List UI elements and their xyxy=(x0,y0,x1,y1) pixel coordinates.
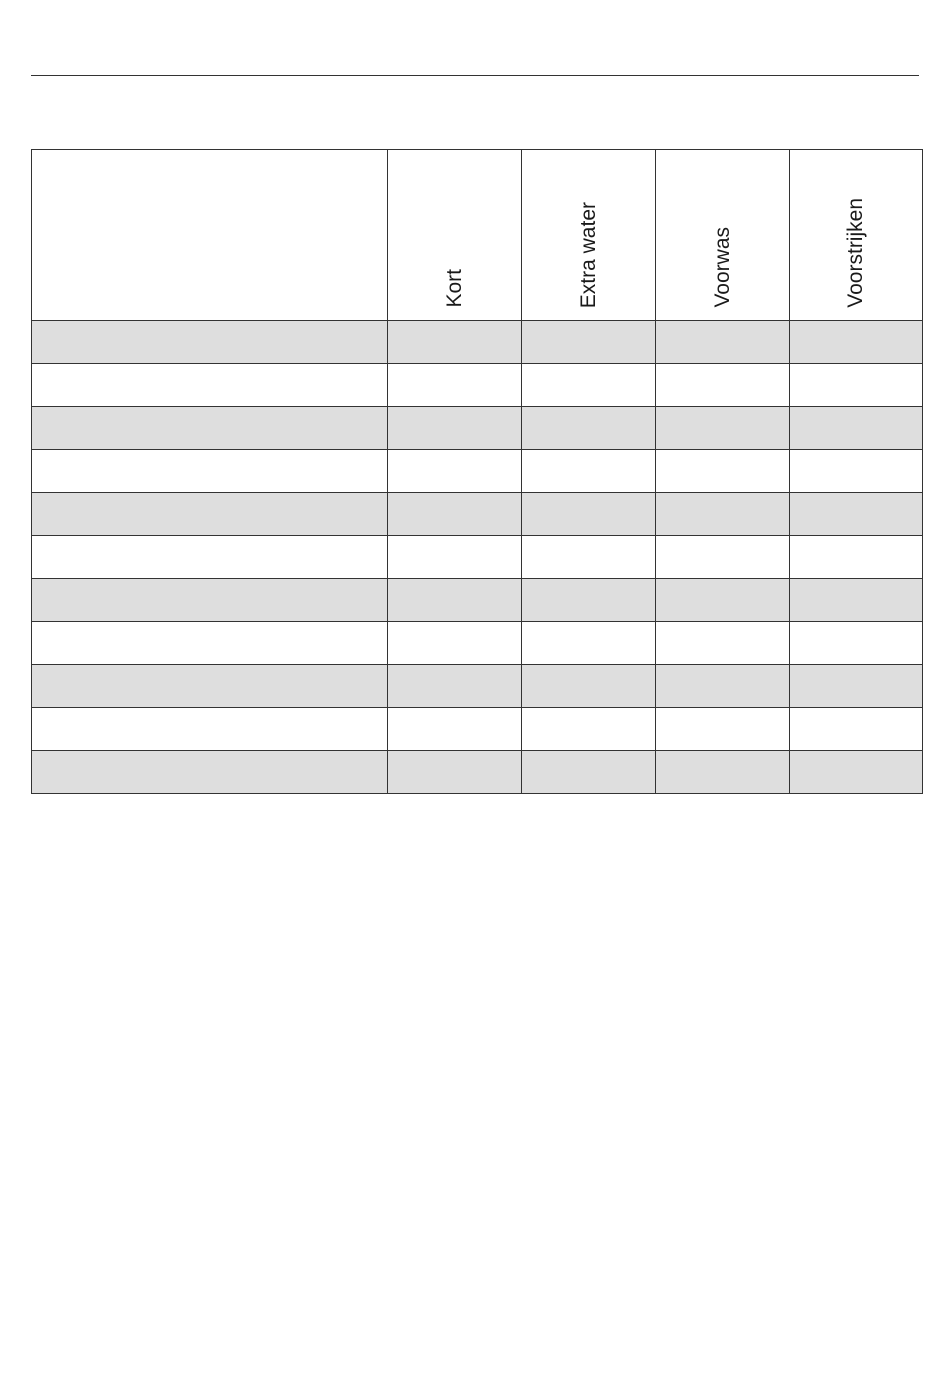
option-cell xyxy=(388,364,522,407)
table-row xyxy=(32,407,923,450)
option-cell xyxy=(388,622,522,665)
option-cell xyxy=(522,622,656,665)
header-program-cell xyxy=(32,150,388,321)
option-cell xyxy=(790,321,923,364)
option-cell xyxy=(388,450,522,493)
header-rule xyxy=(31,75,919,76)
option-cell xyxy=(656,751,790,794)
option-cell xyxy=(656,364,790,407)
table-row xyxy=(32,622,923,665)
option-cell xyxy=(656,708,790,751)
header-label-voorstrijken: Voorstrijken xyxy=(844,198,867,308)
option-cell xyxy=(522,407,656,450)
table-row xyxy=(32,751,923,794)
option-cell xyxy=(522,321,656,364)
option-cell xyxy=(388,665,522,708)
option-cell xyxy=(790,450,923,493)
header-label-extra-water: Extra water xyxy=(576,201,600,308)
program-cell xyxy=(32,708,388,751)
header-label-kort: Kort xyxy=(442,269,466,308)
option-cell xyxy=(388,493,522,536)
option-cell xyxy=(790,407,923,450)
program-options-table xyxy=(31,149,923,794)
table-row xyxy=(32,536,923,579)
program-cell xyxy=(32,493,388,536)
program-cell xyxy=(32,622,388,665)
program-cell xyxy=(32,665,388,708)
header-extra-water xyxy=(522,150,656,321)
option-cell xyxy=(790,493,923,536)
table-row xyxy=(32,665,923,708)
option-cell xyxy=(388,321,522,364)
option-cell xyxy=(656,407,790,450)
option-cell xyxy=(656,579,790,622)
option-cell xyxy=(522,493,656,536)
program-cell xyxy=(32,364,388,407)
header-kort xyxy=(388,150,522,321)
header-row xyxy=(32,150,923,321)
table-row xyxy=(32,450,923,493)
program-cell xyxy=(32,579,388,622)
option-cell xyxy=(790,364,923,407)
option-cell xyxy=(656,536,790,579)
table-row xyxy=(32,579,923,622)
option-cell xyxy=(388,536,522,579)
option-cell xyxy=(522,579,656,622)
header-label-voorwas: Voorwas xyxy=(710,227,734,308)
program-cell xyxy=(32,407,388,450)
option-cell xyxy=(522,665,656,708)
option-cell xyxy=(656,321,790,364)
option-cell xyxy=(388,751,522,794)
option-cell xyxy=(388,708,522,751)
option-cell xyxy=(522,364,656,407)
option-cell xyxy=(790,751,923,794)
program-cell xyxy=(32,536,388,579)
option-cell xyxy=(790,622,923,665)
table-body xyxy=(32,321,923,794)
table-row xyxy=(32,708,923,751)
header-voorwas xyxy=(656,150,790,321)
table-row xyxy=(32,493,923,536)
option-cell xyxy=(790,665,923,708)
option-cell xyxy=(790,579,923,622)
table-header xyxy=(32,150,923,321)
option-cell xyxy=(522,751,656,794)
header-voorstrijken xyxy=(790,150,923,321)
option-cell xyxy=(522,708,656,751)
option-cell xyxy=(656,493,790,536)
option-cell xyxy=(656,622,790,665)
option-cell xyxy=(388,579,522,622)
option-cell xyxy=(790,536,923,579)
option-cell xyxy=(656,450,790,493)
option-cell xyxy=(388,407,522,450)
program-cell xyxy=(32,450,388,493)
table-row xyxy=(32,321,923,364)
table-row xyxy=(32,364,923,407)
program-cell xyxy=(32,751,388,794)
option-cell xyxy=(656,665,790,708)
option-cell xyxy=(522,536,656,579)
program-cell xyxy=(32,321,388,364)
option-cell xyxy=(522,450,656,493)
option-cell xyxy=(790,708,923,751)
